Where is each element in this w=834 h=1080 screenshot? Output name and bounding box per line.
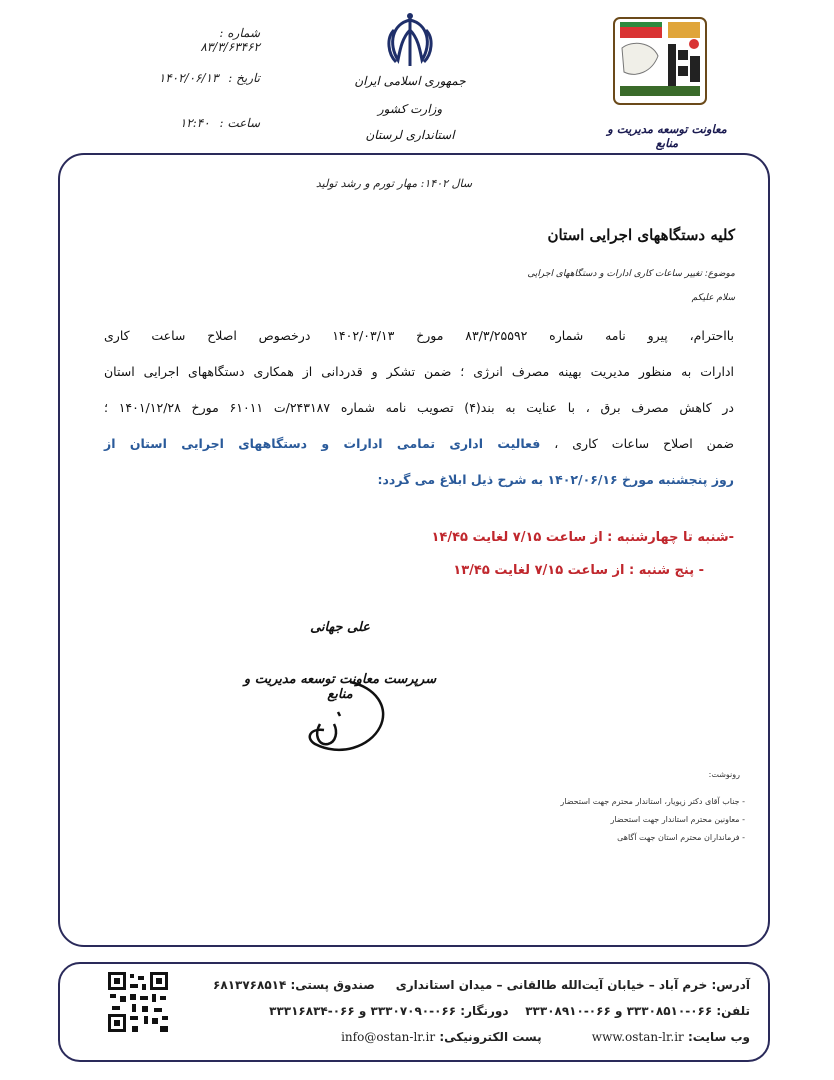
qr-code-icon bbox=[106, 970, 170, 1034]
greeting: سلام علیکم bbox=[691, 293, 735, 303]
body-line-2: ادارات به منظور مدیریت بهینه مصرف انرژی ؛ ضمن تشکر و قدردانی از همکاری دستگاههای اجرایی استان bbox=[104, 364, 734, 379]
deputy-title: معاونت توسعه مدیریت و منابع bbox=[607, 122, 727, 150]
body-line-4a: ضمن اصلاح ساعات کاری ، bbox=[554, 436, 734, 451]
letter-date bbox=[150, 71, 260, 85]
footer-web-line bbox=[190, 1030, 750, 1044]
recipient: کلیه دستگاههای اجرایی استان bbox=[547, 226, 735, 244]
subject-line: موضوع: تغییر ساعات کاری ادارات و دستگاههای اجرایی bbox=[527, 269, 735, 279]
handwritten-signature-icon bbox=[290, 662, 400, 762]
cc-item-3: - فرمانداران محترم استان جهت آگاهی bbox=[617, 833, 745, 842]
body-line-1: بااحترام، پیرو نامه شماره ۸۳/۳/۲۵۵۹۲ مورخ ۱۴۰۲/۰۳/۱۳ درخصوص اصلاح ساعت کاری bbox=[104, 328, 734, 343]
letter-time-label: ساعت : bbox=[219, 116, 260, 130]
body-line-4 bbox=[104, 426, 734, 462]
ministry-line-1: جمهوری اسلامی ایران bbox=[354, 74, 466, 88]
footer-phone-line bbox=[190, 1004, 750, 1018]
letter-number-value: ۸۳/۳/۶۳۴۶۲ bbox=[200, 40, 260, 54]
body-line-4b: فعالیت اداری تمامی ادارات و دستگاههای اجرایی استان از bbox=[104, 436, 541, 451]
letter-number bbox=[150, 26, 260, 54]
cc-item-2: - معاونین محترم استاندار جهت استحضار bbox=[610, 815, 745, 824]
web-label: وب سایت: bbox=[687, 1030, 750, 1044]
body-line-5: روز پنجشنبه مورخ ۱۴۰۲/۰۶/۱۶ به شرح ذیل ابلاغ می گردد: bbox=[377, 472, 734, 487]
body-line-3: در کاهش مصرف برق ، با عنایت به بند(۴) تصویب نامه شماره ۲۴۳۱۸۷/ت ۶۱۰۱۱ مورخ ۱۴۰۱/۱۲/۲۸ ؛ bbox=[104, 400, 734, 415]
postal-label: صندوق پستی: bbox=[290, 978, 375, 992]
letter-time bbox=[150, 116, 260, 130]
cc-item-1: - جناب آقای دکتر زیویار، استاندار محترم جهت استحضار bbox=[560, 797, 745, 806]
postal-value: ۶۸۱۳۷۶۸۵۱۴ bbox=[213, 978, 287, 992]
fax-label: دورنگار: bbox=[460, 1004, 509, 1018]
address-label: آدرس: bbox=[711, 978, 750, 992]
ministry-line-2: وزارت کشور bbox=[377, 102, 443, 116]
letter-number-label: شماره : bbox=[219, 26, 260, 40]
letter-time-value: ۱۲:۴۰ bbox=[179, 116, 210, 130]
address-value: خرم آباد – خیابان آیت‌الله طالقانی – میدان استانداری bbox=[395, 978, 708, 992]
cc-heading: رونوشت: bbox=[708, 770, 740, 779]
phone-value: ۰۶۶-۳۳۳۰۸۵۱۰ و ۰۶۶-۳۳۳۰۸۹۱۰ bbox=[525, 1004, 713, 1018]
web-link[interactable]: www.ostan-lr.ir bbox=[591, 1030, 684, 1044]
ministry-line-3: استانداری لرستان bbox=[365, 128, 455, 142]
fax-value: ۰۶۶-۳۳۳۰۷۰۹۰ و ۰۶۶-۳۳۳۱۶۸۳۴ bbox=[269, 1004, 457, 1018]
footer-address-line bbox=[190, 978, 750, 992]
schedule-thursday: - پنج شنبه : از ساعت ۷/۱۵ لغایت ۱۳/۴۵ bbox=[453, 563, 704, 578]
schedule-sat-wed: -شنبه تا چهارشنبه : از ساعت ۷/۱۵ لغایت ۱۴/۴۵ bbox=[431, 530, 734, 545]
iran-emblem-icon bbox=[380, 10, 440, 70]
signer-name: علی جهانی bbox=[310, 620, 370, 635]
email-link[interactable]: info@ostan-lr.ir bbox=[341, 1030, 436, 1044]
letter-date-label: تاریخ : bbox=[228, 71, 260, 85]
year-slogan: سال ۱۴۰۲: مهار تورم و رشد تولید bbox=[315, 177, 473, 190]
letter-date-value: ۱۴۰۲/۰۶/۱۳ bbox=[158, 71, 219, 85]
signer-title: سرپرست معاونت توسعه مدیریت و منابع bbox=[243, 672, 437, 702]
phone-label: تلفن: bbox=[716, 1004, 750, 1018]
email-label: پست الکترونیکی: bbox=[439, 1030, 542, 1044]
lorestan-logo-icon bbox=[612, 16, 708, 106]
